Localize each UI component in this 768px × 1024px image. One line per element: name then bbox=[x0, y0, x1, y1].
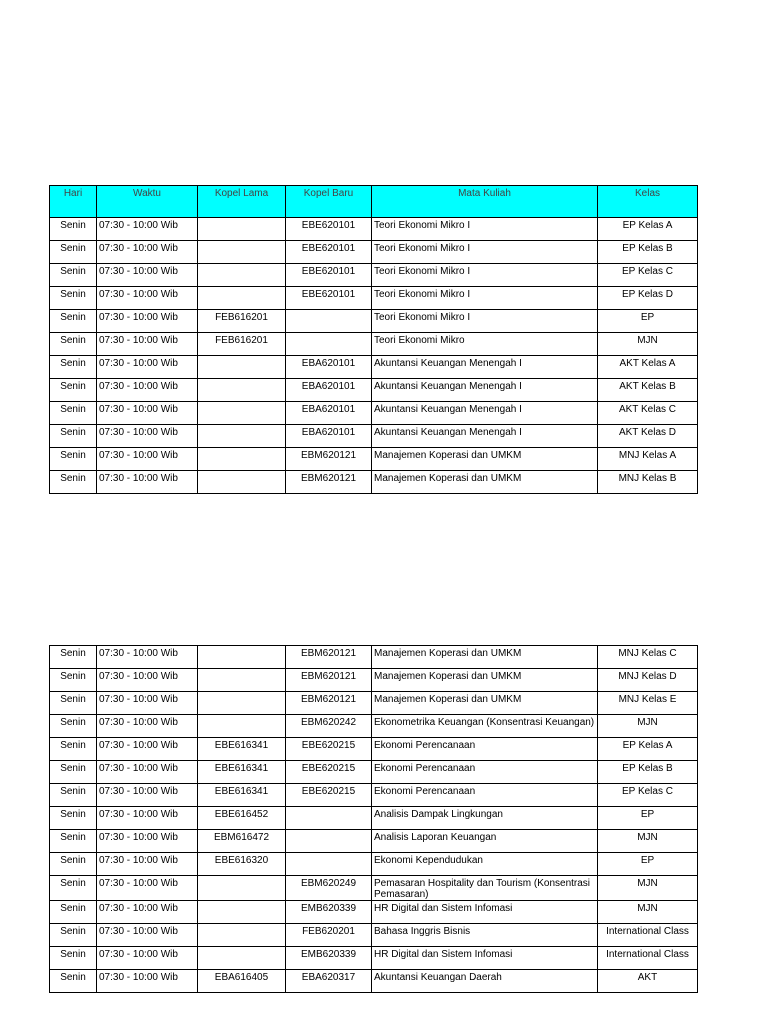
cell-kopel-lama bbox=[198, 646, 286, 669]
cell-hari: Senin bbox=[50, 669, 97, 692]
header-kopel-baru: Kopel Baru bbox=[286, 186, 372, 218]
cell-hari: Senin bbox=[50, 264, 97, 287]
cell-waktu: 07:30 - 10:00 Wib bbox=[97, 715, 198, 738]
cell-mata-kuliah: Teori Ekonomi Mikro I bbox=[372, 310, 598, 333]
cell-kelas: EP bbox=[598, 310, 698, 333]
cell-kelas: MNJ Kelas B bbox=[598, 471, 698, 494]
cell-kopel-baru bbox=[286, 807, 372, 830]
cell-kopel-baru bbox=[286, 830, 372, 853]
cell-mata-kuliah: Ekonomi Perencanaan bbox=[372, 761, 598, 784]
cell-mata-kuliah: Bahasa Inggris Bisnis bbox=[372, 924, 598, 947]
table-row bbox=[50, 830, 698, 853]
cell-kopel-lama: FEB616201 bbox=[198, 310, 286, 333]
table-row bbox=[50, 761, 698, 784]
table-row bbox=[50, 287, 698, 310]
cell-kelas: EP bbox=[598, 853, 698, 876]
table-row bbox=[50, 448, 698, 471]
cell-kopel-lama bbox=[198, 947, 286, 970]
cell-mata-kuliah: Ekonomi Perencanaan bbox=[372, 784, 598, 807]
cell-hari: Senin bbox=[50, 924, 97, 947]
table-row bbox=[50, 669, 698, 692]
cell-hari: Senin bbox=[50, 692, 97, 715]
cell-kopel-baru: EBA620101 bbox=[286, 379, 372, 402]
cell-kelas: EP bbox=[598, 807, 698, 830]
cell-kopel-lama bbox=[198, 218, 286, 241]
table-row bbox=[50, 646, 698, 669]
cell-waktu: 07:30 - 10:00 Wib bbox=[97, 784, 198, 807]
cell-hari: Senin bbox=[50, 448, 97, 471]
cell-hari: Senin bbox=[50, 807, 97, 830]
cell-kopel-baru: EBA620101 bbox=[286, 425, 372, 448]
cell-waktu: 07:30 - 10:00 Wib bbox=[97, 425, 198, 448]
table-row bbox=[50, 356, 698, 379]
cell-kopel-lama bbox=[198, 901, 286, 924]
cell-mata-kuliah: Teori Ekonomi Mikro I bbox=[372, 241, 598, 264]
cell-kelas: EP Kelas B bbox=[598, 241, 698, 264]
header-waktu: Waktu bbox=[97, 186, 198, 218]
cell-mata-kuliah: Akuntansi Keuangan Menengah I bbox=[372, 402, 598, 425]
header-kelas: Kelas bbox=[598, 186, 698, 218]
cell-mata-kuliah: Analisis Laporan Keuangan bbox=[372, 830, 598, 853]
cell-mata-kuliah: Teori Ekonomi Mikro I bbox=[372, 287, 598, 310]
cell-mata-kuliah: Akuntansi Keuangan Daerah bbox=[372, 970, 598, 993]
cell-waktu: 07:30 - 10:00 Wib bbox=[97, 947, 198, 970]
cell-waktu: 07:30 - 10:00 Wib bbox=[97, 692, 198, 715]
table-row bbox=[50, 947, 698, 970]
table-row bbox=[50, 876, 698, 901]
cell-hari: Senin bbox=[50, 715, 97, 738]
cell-hari: Senin bbox=[50, 853, 97, 876]
cell-kopel-baru: EBA620101 bbox=[286, 402, 372, 425]
cell-hari: Senin bbox=[50, 738, 97, 761]
cell-waktu: 07:30 - 10:00 Wib bbox=[97, 287, 198, 310]
cell-waktu: 07:30 - 10:00 Wib bbox=[97, 853, 198, 876]
cell-kopel-lama: EBE616341 bbox=[198, 738, 286, 761]
schedule-body bbox=[50, 646, 698, 993]
table-row bbox=[50, 402, 698, 425]
cell-kopel-lama bbox=[198, 287, 286, 310]
cell-mata-kuliah: Analisis Dampak Lingkungan bbox=[372, 807, 598, 830]
cell-kopel-baru: EBE620101 bbox=[286, 218, 372, 241]
cell-waktu: 07:30 - 10:00 Wib bbox=[97, 970, 198, 993]
cell-mata-kuliah: Ekonometrika Keuangan (Konsentrasi Keuangan) bbox=[372, 715, 598, 738]
cell-kopel-baru bbox=[286, 310, 372, 333]
cell-kelas: EP Kelas C bbox=[598, 784, 698, 807]
cell-mata-kuliah: Akuntansi Keuangan Menengah I bbox=[372, 425, 598, 448]
cell-hari: Senin bbox=[50, 379, 97, 402]
cell-kelas: EP Kelas A bbox=[598, 218, 698, 241]
header-mata-kuliah: Mata Kuliah bbox=[372, 186, 598, 218]
table-row bbox=[50, 853, 698, 876]
cell-kelas: MJN bbox=[598, 715, 698, 738]
schedule-table-2 bbox=[49, 645, 698, 993]
cell-kelas: EP Kelas B bbox=[598, 761, 698, 784]
cell-mata-kuliah: Pemasaran Hospitality dan Tourism (Konsentrasi Pemasaran) bbox=[372, 876, 598, 901]
table-row bbox=[50, 241, 698, 264]
cell-waktu: 07:30 - 10:00 Wib bbox=[97, 241, 198, 264]
cell-kopel-baru: EBA620317 bbox=[286, 970, 372, 993]
cell-kopel-lama: EBE616320 bbox=[198, 853, 286, 876]
cell-mata-kuliah: Ekonomi Kependudukan bbox=[372, 853, 598, 876]
table-row bbox=[50, 901, 698, 924]
cell-hari: Senin bbox=[50, 402, 97, 425]
cell-waktu: 07:30 - 10:00 Wib bbox=[97, 901, 198, 924]
cell-kopel-baru: EBE620101 bbox=[286, 264, 372, 287]
cell-kopel-lama bbox=[198, 448, 286, 471]
cell-kopel-lama bbox=[198, 924, 286, 947]
cell-kelas: AKT Kelas A bbox=[598, 356, 698, 379]
cell-hari: Senin bbox=[50, 241, 97, 264]
cell-waktu: 07:30 - 10:00 Wib bbox=[97, 646, 198, 669]
cell-kopel-baru: EBM620121 bbox=[286, 692, 372, 715]
schedule-body bbox=[50, 218, 698, 494]
cell-kopel-lama: EBE616341 bbox=[198, 784, 286, 807]
header-row bbox=[50, 186, 698, 218]
table-row bbox=[50, 807, 698, 830]
cell-waktu: 07:30 - 10:00 Wib bbox=[97, 669, 198, 692]
cell-kopel-baru: EBE620101 bbox=[286, 241, 372, 264]
cell-kelas: MJN bbox=[598, 876, 698, 901]
cell-waktu: 07:30 - 10:00 Wib bbox=[97, 310, 198, 333]
cell-kopel-lama bbox=[198, 876, 286, 901]
cell-waktu: 07:30 - 10:00 Wib bbox=[97, 807, 198, 830]
cell-waktu: 07:30 - 10:00 Wib bbox=[97, 448, 198, 471]
cell-mata-kuliah: Manajemen Koperasi dan UMKM bbox=[372, 646, 598, 669]
cell-kopel-baru: EBM620242 bbox=[286, 715, 372, 738]
cell-kopel-baru: EBE620215 bbox=[286, 761, 372, 784]
cell-mata-kuliah: HR Digital dan Sistem Infomasi bbox=[372, 947, 598, 970]
cell-kopel-baru: EMB620339 bbox=[286, 947, 372, 970]
cell-kopel-baru: EBE620215 bbox=[286, 784, 372, 807]
cell-waktu: 07:30 - 10:00 Wib bbox=[97, 830, 198, 853]
cell-kopel-lama: FEB616201 bbox=[198, 333, 286, 356]
cell-kopel-lama bbox=[198, 692, 286, 715]
cell-kopel-baru: EBM620121 bbox=[286, 646, 372, 669]
cell-kopel-lama bbox=[198, 241, 286, 264]
cell-hari: Senin bbox=[50, 333, 97, 356]
cell-mata-kuliah: Akuntansi Keuangan Menengah I bbox=[372, 379, 598, 402]
cell-kelas: International Class bbox=[598, 924, 698, 947]
cell-waktu: 07:30 - 10:00 Wib bbox=[97, 471, 198, 494]
cell-mata-kuliah: Manajemen Koperasi dan UMKM bbox=[372, 448, 598, 471]
cell-kopel-lama bbox=[198, 379, 286, 402]
header-hari: Hari bbox=[50, 186, 97, 218]
cell-hari: Senin bbox=[50, 310, 97, 333]
cell-kopel-lama: EBE616452 bbox=[198, 807, 286, 830]
cell-hari: Senin bbox=[50, 761, 97, 784]
table-row bbox=[50, 738, 698, 761]
cell-waktu: 07:30 - 10:00 Wib bbox=[97, 924, 198, 947]
table-row bbox=[50, 784, 698, 807]
cell-mata-kuliah: Akuntansi Keuangan Menengah I bbox=[372, 356, 598, 379]
cell-mata-kuliah: Ekonomi Perencanaan bbox=[372, 738, 598, 761]
schedule-table-1 bbox=[49, 185, 698, 494]
cell-mata-kuliah: HR Digital dan Sistem Infomasi bbox=[372, 901, 598, 924]
cell-kopel-baru: EMB620339 bbox=[286, 901, 372, 924]
cell-kopel-baru: EBM620121 bbox=[286, 471, 372, 494]
cell-hari: Senin bbox=[50, 471, 97, 494]
cell-kopel-lama bbox=[198, 669, 286, 692]
cell-kelas: EP Kelas D bbox=[598, 287, 698, 310]
cell-kelas: MJN bbox=[598, 830, 698, 853]
cell-waktu: 07:30 - 10:00 Wib bbox=[97, 379, 198, 402]
cell-waktu: 07:30 - 10:00 Wib bbox=[97, 876, 198, 901]
cell-waktu: 07:30 - 10:00 Wib bbox=[97, 333, 198, 356]
table-row bbox=[50, 264, 698, 287]
cell-waktu: 07:30 - 10:00 Wib bbox=[97, 738, 198, 761]
cell-mata-kuliah: Manajemen Koperasi dan UMKM bbox=[372, 692, 598, 715]
cell-kopel-baru: EBA620101 bbox=[286, 356, 372, 379]
table-row bbox=[50, 218, 698, 241]
table-row bbox=[50, 379, 698, 402]
cell-kopel-lama bbox=[198, 356, 286, 379]
header-kopel-lama: Kopel Lama bbox=[198, 186, 286, 218]
cell-waktu: 07:30 - 10:00 Wib bbox=[97, 761, 198, 784]
cell-kopel-lama: EBE616341 bbox=[198, 761, 286, 784]
table-row bbox=[50, 471, 698, 494]
cell-kopel-lama bbox=[198, 264, 286, 287]
cell-kelas: AKT bbox=[598, 970, 698, 993]
cell-kelas: MNJ Kelas A bbox=[598, 448, 698, 471]
cell-kopel-baru: EBM620121 bbox=[286, 669, 372, 692]
cell-hari: Senin bbox=[50, 901, 97, 924]
schedule-header bbox=[50, 186, 698, 218]
cell-hari: Senin bbox=[50, 425, 97, 448]
cell-hari: Senin bbox=[50, 947, 97, 970]
cell-kelas: EP Kelas A bbox=[598, 738, 698, 761]
cell-kopel-baru: EBM620121 bbox=[286, 448, 372, 471]
cell-hari: Senin bbox=[50, 356, 97, 379]
cell-kelas: MNJ Kelas C bbox=[598, 646, 698, 669]
table-row bbox=[50, 425, 698, 448]
cell-waktu: 07:30 - 10:00 Wib bbox=[97, 356, 198, 379]
cell-mata-kuliah: Teori Ekonomi Mikro I bbox=[372, 218, 598, 241]
cell-waktu: 07:30 - 10:00 Wib bbox=[97, 402, 198, 425]
cell-kelas: AKT Kelas D bbox=[598, 425, 698, 448]
cell-kopel-baru: EBE620215 bbox=[286, 738, 372, 761]
cell-kelas: EP Kelas C bbox=[598, 264, 698, 287]
cell-kelas: International Class bbox=[598, 947, 698, 970]
cell-kopel-lama bbox=[198, 425, 286, 448]
cell-kopel-baru: EBM620249 bbox=[286, 876, 372, 901]
cell-kopel-baru bbox=[286, 333, 372, 356]
cell-hari: Senin bbox=[50, 970, 97, 993]
cell-kopel-lama: EBM616472 bbox=[198, 830, 286, 853]
cell-hari: Senin bbox=[50, 218, 97, 241]
cell-kelas: MJN bbox=[598, 333, 698, 356]
cell-mata-kuliah: Teori Ekonomi Mikro I bbox=[372, 264, 598, 287]
cell-hari: Senin bbox=[50, 830, 97, 853]
table-row bbox=[50, 333, 698, 356]
cell-kopel-baru: EBE620101 bbox=[286, 287, 372, 310]
table-row bbox=[50, 970, 698, 993]
cell-kelas: AKT Kelas C bbox=[598, 402, 698, 425]
cell-waktu: 07:30 - 10:00 Wib bbox=[97, 218, 198, 241]
cell-kelas: AKT Kelas B bbox=[598, 379, 698, 402]
cell-kelas: MNJ Kelas E bbox=[598, 692, 698, 715]
cell-hari: Senin bbox=[50, 287, 97, 310]
cell-hari: Senin bbox=[50, 876, 97, 901]
cell-kopel-lama: EBA616405 bbox=[198, 970, 286, 993]
cell-kopel-lama bbox=[198, 471, 286, 494]
cell-mata-kuliah: Manajemen Koperasi dan UMKM bbox=[372, 471, 598, 494]
cell-mata-kuliah: Manajemen Koperasi dan UMKM bbox=[372, 669, 598, 692]
table-row bbox=[50, 310, 698, 333]
cell-kelas: MNJ Kelas D bbox=[598, 669, 698, 692]
cell-kopel-lama bbox=[198, 715, 286, 738]
cell-hari: Senin bbox=[50, 784, 97, 807]
cell-kopel-baru bbox=[286, 853, 372, 876]
cell-kelas: MJN bbox=[598, 901, 698, 924]
cell-mata-kuliah: Teori Ekonomi Mikro bbox=[372, 333, 598, 356]
table-row bbox=[50, 715, 698, 738]
cell-hari: Senin bbox=[50, 646, 97, 669]
cell-kopel-lama bbox=[198, 402, 286, 425]
cell-kopel-baru: FEB620201 bbox=[286, 924, 372, 947]
table-row bbox=[50, 924, 698, 947]
table-row bbox=[50, 692, 698, 715]
cell-waktu: 07:30 - 10:00 Wib bbox=[97, 264, 198, 287]
